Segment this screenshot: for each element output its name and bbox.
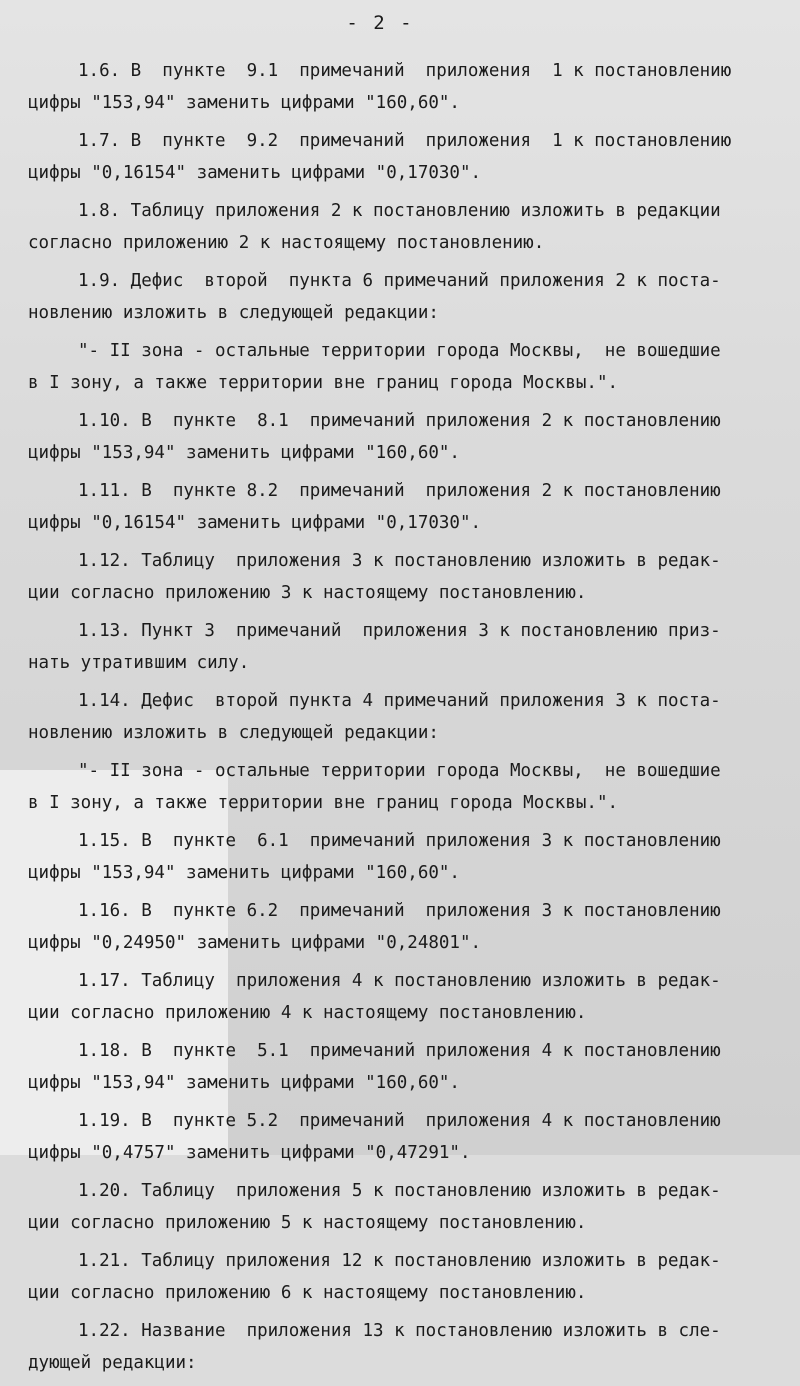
paragraph-line: 1.19. В пункте 5.2 примечаний приложения 4 к постановлению bbox=[78, 1111, 721, 1131]
paragraph-1-21 bbox=[28, 1246, 773, 1309]
paragraph-line: 1.8. Таблицу приложения 2 к постановлению изложить в редакции bbox=[78, 201, 721, 221]
paragraph-line: 1.7. В пункте 9.2 примечаний приложения 1 к постановлению bbox=[78, 131, 732, 151]
paragraph-1-8 bbox=[28, 196, 773, 259]
quote-zone-ii-1 bbox=[28, 336, 773, 399]
paragraph-line: цифры "153,94" заменить цифрами "160,60". bbox=[28, 92, 460, 113]
paragraph-line: 1.16. В пункте 6.2 примечаний приложения 3 к постановлению bbox=[78, 901, 721, 921]
paragraph-line: дующей редакции: bbox=[28, 1352, 197, 1373]
document-body bbox=[28, 56, 773, 1386]
paragraph-line: цифры "0,16154" заменить цифрами "0,17030". bbox=[28, 512, 482, 533]
paragraph-line: цифры "0,4757" заменить цифрами "0,47291". bbox=[28, 1142, 471, 1163]
paragraph-line: в I зону, а также территории вне границ города Москвы.". bbox=[28, 372, 619, 393]
paragraph-line: согласно приложению 2 к настоящему постановлению. bbox=[28, 232, 545, 253]
paragraph-line: цифры "153,94" заменить цифрами "160,60". bbox=[28, 862, 460, 883]
paragraph-line: ции согласно приложению 3 к настоящему постановлению. bbox=[28, 582, 587, 603]
paragraph-line: цифры "0,24950" заменить цифрами "0,24801". bbox=[28, 932, 482, 953]
paragraph-line: "- II зона - остальные территории города Москвы, не вошедшие bbox=[78, 761, 721, 781]
paragraph-line: 1.14. Дефис второй пункта 4 примечаний приложения 3 к поста- bbox=[78, 691, 721, 711]
paragraph-line: 1.10. В пункте 8.1 примечаний приложения 2 к постановлению bbox=[78, 411, 721, 431]
paragraph-line: новлению изложить в следующей редакции: bbox=[28, 722, 439, 743]
paragraph-line: 1.22. Название приложения 13 к постановлению изложить в сле- bbox=[78, 1321, 721, 1341]
paragraph-line: цифры "0,16154" заменить цифрами "0,17030". bbox=[28, 162, 482, 183]
paragraph-line: 1.9. Дефис второй пункта 6 примечаний приложения 2 к поста- bbox=[78, 271, 721, 291]
paragraph-1-22 bbox=[28, 1316, 773, 1379]
paragraph-line: 1.18. В пункте 5.1 примечаний приложения 4 к постановлению bbox=[78, 1041, 721, 1061]
paragraph-line: ции согласно приложению 6 к настоящему постановлению. bbox=[28, 1282, 587, 1303]
paragraph-1-16 bbox=[28, 896, 773, 959]
quote-zone-ii-2 bbox=[28, 756, 773, 819]
paragraph-1-12 bbox=[28, 546, 773, 609]
paragraph-1-18 bbox=[28, 1036, 773, 1099]
paragraph-1-9 bbox=[28, 266, 773, 329]
paragraph-line: ции согласно приложению 4 к настоящему постановлению. bbox=[28, 1002, 587, 1023]
paragraph-line: в I зону, а также территории вне границ города Москвы.". bbox=[28, 792, 619, 813]
paragraph-1-6 bbox=[28, 56, 773, 119]
paragraph-line: 1.6. В пункте 9.1 примечаний приложения 1 к постановлению bbox=[78, 61, 732, 81]
paragraph-line: 1.15. В пункте 6.1 примечаний приложения 3 к постановлению bbox=[78, 831, 721, 851]
paragraph-line: цифры "153,94" заменить цифрами "160,60". bbox=[28, 1072, 460, 1093]
paragraph-1-14 bbox=[28, 686, 773, 749]
paragraph-line: 1.12. Таблицу приложения 3 к постановлению изложить в редак- bbox=[78, 551, 721, 571]
paragraph-line: нать утратившим силу. bbox=[28, 652, 250, 673]
paragraph-line: "- II зона - остальные территории города Москвы, не вошедшие bbox=[78, 341, 721, 361]
paragraph-line: новлению изложить в следующей редакции: bbox=[28, 302, 439, 323]
paragraph-line: цифры "153,94" заменить цифрами "160,60". bbox=[28, 442, 460, 463]
paragraph-1-13 bbox=[28, 616, 773, 679]
paragraph-line: 1.11. В пункте 8.2 примечаний приложения 2 к постановлению bbox=[78, 481, 721, 501]
paragraph-1-17 bbox=[28, 966, 773, 1029]
paragraph-line: 1.20. Таблицу приложения 5 к постановлению изложить в редак- bbox=[78, 1181, 721, 1201]
paragraph-1-20 bbox=[28, 1176, 773, 1239]
paragraph-1-10 bbox=[28, 406, 773, 469]
page-number: - 2 - bbox=[346, 12, 414, 34]
paragraph-1-11 bbox=[28, 476, 773, 539]
paragraph-line: 1.17. Таблицу приложения 4 к постановлению изложить в редак- bbox=[78, 971, 721, 991]
paragraph-line: 1.13. Пункт 3 примечаний приложения 3 к постановлению приз- bbox=[78, 621, 721, 641]
paragraph-1-15 bbox=[28, 826, 773, 889]
paragraph-1-7 bbox=[28, 126, 773, 189]
paragraph-1-19 bbox=[28, 1106, 773, 1169]
paragraph-line: 1.21. Таблицу приложения 12 к постановлению изложить в редак- bbox=[78, 1251, 721, 1271]
paragraph-line: ции согласно приложению 5 к настоящему постановлению. bbox=[28, 1212, 587, 1233]
